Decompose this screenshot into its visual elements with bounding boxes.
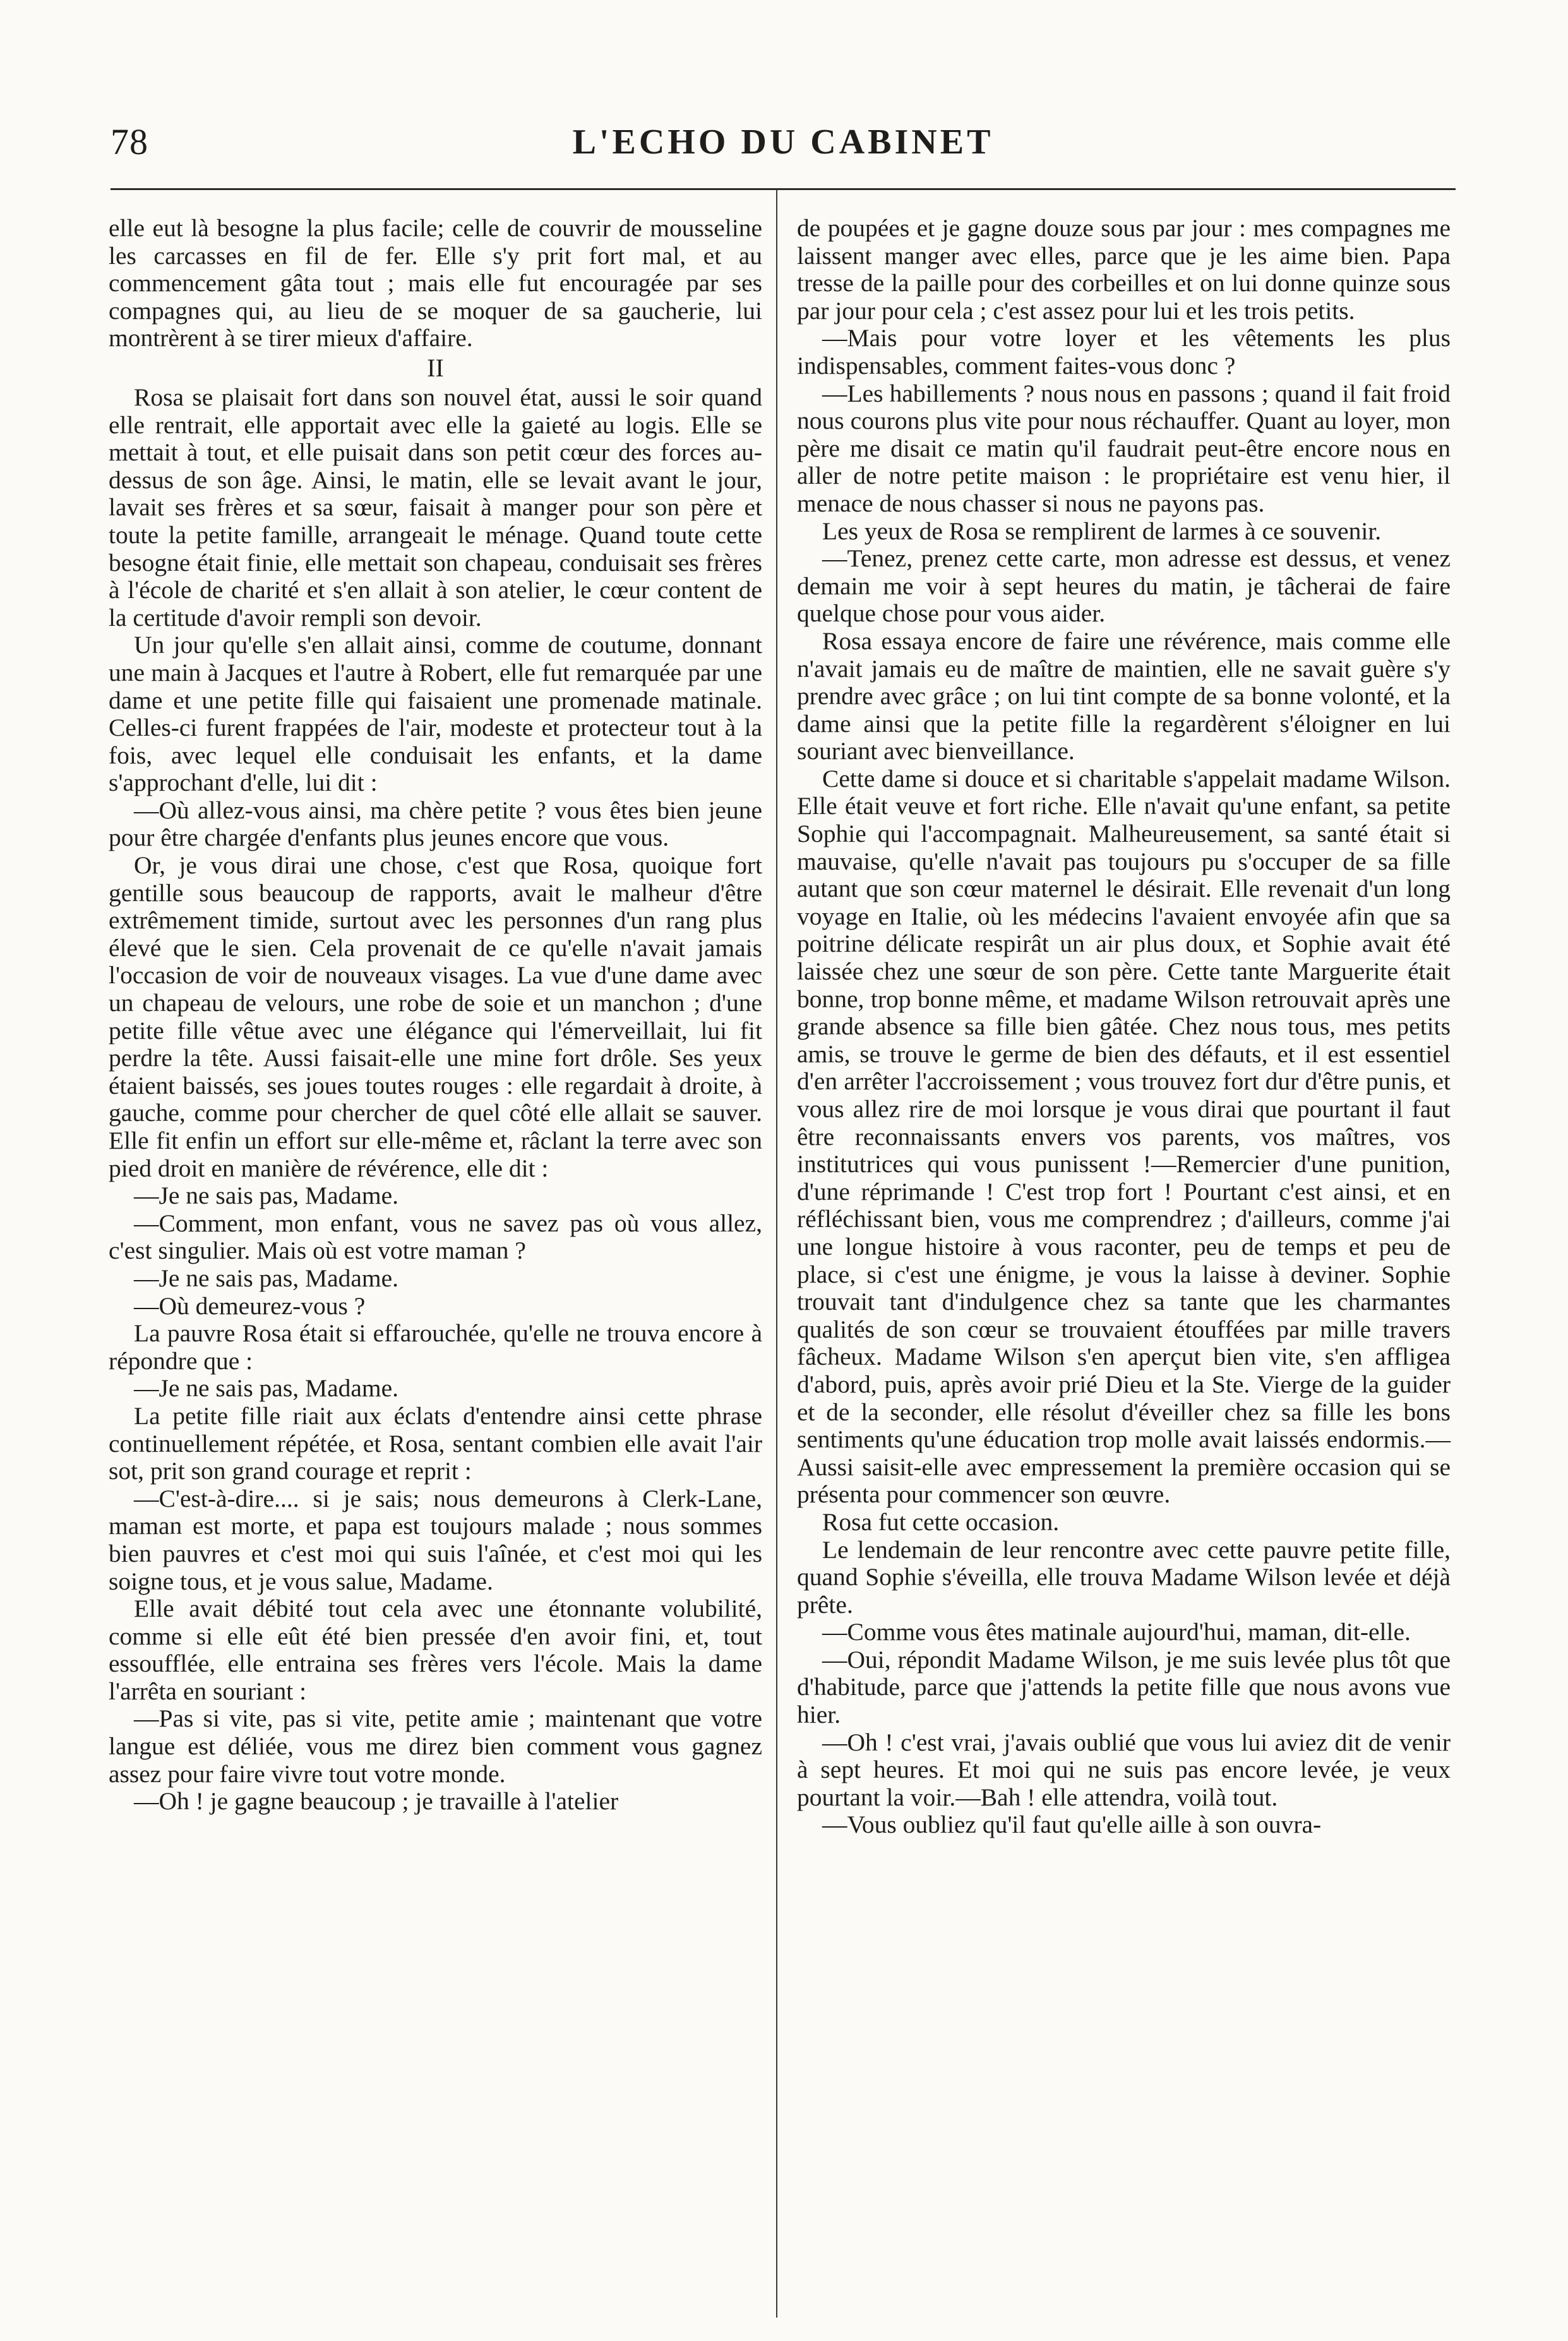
paragraph: —Je ne sais pas, Madame.	[134, 1264, 399, 1292]
paragraph: —Où demeurez-vous ?	[134, 1291, 366, 1320]
paragraph: —Je ne sais pas, Madame.	[134, 1374, 399, 1403]
paragraph: Un jour qu'elle s'en allait ainsi, comme de coutume, donnant une main à Jacques et l'autre à Robert, elle fut remarquée par une dame et une petite fille qui faisaient une promenade matinale. Celles-ci furent frappées de l'air, modeste et protecteur tout à la fois, avec lequel elle conduisait les enfants, et la dame s'approchant d'elle, lui dit :	[109, 631, 762, 797]
right-column	[797, 215, 1451, 1839]
paragraph: Or, je vous dirai une chose, c'est que Rosa, quoique fort gentille sous beaucoup de rapports, avait le malheur d'être extrêmement timide, surtout avec les personnes d'un rang plus élevé que le sien. Cela provenait de ce qu'elle n'avait jamais l'occasion de voir de nouveaux visages. La vue d'une dame avec un chapeau de velours, une robe de soie et un manchon ; d'une petite fille vêtue avec une élégance qui l'émerveillait, lui fit perdre la tête. Aussi faisait-elle une mine fort drôle. Ses yeux étaient baissés, ses joues toutes rouges : elle regardait à droite, à gauche, comme pour chercher de quel côté elle allait se sauver. Elle fit enfin un effort sur elle-même et, râclant la terre avec son pied droit en manière de révérence, elle dit :	[109, 851, 762, 1182]
paragraph: Les yeux de Rosa se remplirent de larmes à ce souvenir.	[822, 517, 1382, 545]
column-divider	[776, 189, 777, 2318]
paragraph: de poupées et je gagne douze sous par jour : mes compagnes me laissent manger avec elles, parce que je les aime bien. Papa tresse de la paille pour des corbeilles et on lui donne quinze sous par jour pour cela ; c'est assez pour lui et les trois petits.	[797, 214, 1451, 325]
section-number: II	[427, 353, 444, 382]
paragraph: —Oh ! je gagne beaucoup ; je travaille à l'atelier	[134, 1787, 619, 1816]
paragraph: Rosa se plaisait fort dans son nouvel état, aussi le soir quand elle rentrait, elle apportait avec elle la gaieté au logis. Elle se mettait à tout, et elle puisait dans son petit cœur des forces au-dessus de son âge. Ainsi, le matin, elle se levait avant le jour, lavait ses frères et sa sœur, faisait à manger pour son père et toute la petite famille, arrangeait le ménage. Quand toute cette besogne était finie, elle mettait son chapeau, conduisait ses frères à l'école de charité et s'en allait à son atelier, le cœur content de la certitude d'avoir rempli son devoir.	[109, 383, 762, 632]
paragraph: —C'est-à-dire.... si je sais; nous demeurons à Clerk-Lane, maman est morte, et papa est toujours malade ; nous sommes bien pauvres et c'est moi qui suis l'aînée, et c'est moi qui les soigne tous, et je vous salue, Madame.	[109, 1484, 762, 1595]
journal-title: L'ECHO DU CABINET	[572, 123, 994, 162]
header-rule	[111, 188, 1456, 190]
paragraph: Elle avait débité tout cela avec une étonnante volubilité, comme si elle eût été bien pressée d'en avoir fini, et, tout essoufflée, elle entraina ses frères vers l'école. Mais la dame l'arrêta en souriant :	[109, 1595, 762, 1705]
page-number: 78	[111, 121, 148, 162]
paragraph: Le lendemain de leur rencontre avec cette pauvre petite fille, quand Sophie s'éveilla, elle trouva Madame Wilson levée et déjà prête.	[797, 1535, 1451, 1619]
paragraph: —Oui, répondit Madame Wilson, je me suis levée plus tôt que d'habitude, parce que j'attends la petite fille que nous avons vue hier.	[797, 1645, 1451, 1729]
paragraph: —Pas si vite, pas si vite, petite amie ; maintenant que votre langue est déliée, vous me direz bien comment vous gagnez assez pour faire vivre tout votre monde.	[109, 1704, 762, 1788]
paragraph: —Où allez-vous ainsi, ma chère petite ? vous êtes bien jeune pour être chargée d'enfants plus jeunes encore que vous.	[109, 796, 762, 852]
paragraph: —Comment, mon enfant, vous ne savez pas où vous allez, c'est singulier. Mais où est votre maman ?	[109, 1209, 762, 1265]
paragraph: —Comme vous êtes matinale aujourd'hui, maman, dit-elle.	[822, 1618, 1411, 1646]
paragraph: La petite fille riait aux éclats d'entendre ainsi cette phrase continuellement répétée, et Rosa, sentant combien elle avait l'air sot, prit son grand courage et reprit :	[109, 1401, 762, 1485]
paragraph: —Les habillements ? nous nous en passons ; quand il fait froid nous courons plus vite pour nous réchauffer. Quant au loyer, mon père me disait ce matin qu'il faudrait peut-être encore nous en aller de notre petite maison : le propriétaire est venu hier, il menace de nous chasser si nous ne payons pas.	[797, 379, 1451, 517]
paragraph: —Tenez, prenez cette carte, mon adresse est dessus, et venez demain me voir à sept heures du matin, je tâcherai de faire quelque chose pour vous aider.	[797, 544, 1451, 628]
paragraph: —Oh ! c'est vrai, j'avais oublié que vous lui aviez dit de venir à sept heures. Et moi qui ne suis pas encore levée, je veux pourtant la voir.—Bah ! elle attendra, voilà tout.	[797, 1728, 1451, 1811]
paragraph: Rosa fut cette occasion.	[822, 1507, 1060, 1536]
paragraph: —Mais pour votre loyer et les vêtements les plus indispensables, comment faites-vous donc ?	[797, 324, 1451, 380]
paragraph: —Je ne sais pas, Madame.	[134, 1182, 399, 1210]
left-column	[109, 215, 762, 1816]
paragraph: Rosa essaya encore de faire une révérence, mais comme elle n'avait jamais eu de maître de maintien, elle ne savait guère s'y prendre avec grâce ; on lui tint compte de sa bonne volonté, et la dame ainsi que la petite fille la regardèrent s'éloigner en lui souriant avec bienveillance.	[797, 626, 1451, 765]
paragraph: —Vous oubliez qu'il faut qu'elle aille à son ouvra-	[822, 1811, 1322, 1839]
running-head	[111, 117, 1456, 167]
paragraph: Cette dame si douce et si charitable s'appelait madame Wilson. Elle était veuve et fort riche. Elle n'avait qu'une enfant, sa petite Sophie qui l'accompagnait. Malheureusement, sa santé était si mauvaise, qu'elle n'avait pas toujours pu s'occuper de sa fille autant que son cœur maternel le désirait. Elle revenait d'un long voyage en Italie, où les médecins l'avaient envoyée afin que sa poitrine délicate respirât un air plus doux, et Sophie avait été laissée chez une sœur de son père. Cette tante Marguerite était bonne, trop bonne même, et madame Wilson retrouvait après une grande absence sa fille bien gâtée. Chez nous tous, mes petits amis, se trouve le germe de bien des défauts, et il est essentiel d'en arrêter l'accroissement ; vous trouvez fort dur d'être punis, et vous allez rire de moi lorsque je vous dirai que pourtant il faut être reconnaissants envers vos parents, vos maîtres, vos institutrices qui vous punissent !—Remercier d'une punition, d'une réprimande ! C'est trop fort ! Pourtant c'est ainsi, et en réfléchissant bien, vous me comprendrez ; d'ailleurs, comme j'ai une longue histoire à vous raconter, peu de temps et peu de place, si c'est une énigme, je vous la laisse à deviner. Sophie trouvait tant d'indulgence chez sa tante que les charmantes qualités de son cœur se trouvaient étouffées par mille travers fâcheux. Madame Wilson s'en aperçut bien vite, s'en affligea d'abord, puis, après avoir prié Dieu et la Ste. Vierge de la guider et de la seconder, elle résolut d'éveiller chez sa fille les bons sentiments qu'une éducation trop molle avait laissés endormis.—Aussi saisit-elle avec empressement la première occasion qui se présenta pour commencer son œuvre.	[797, 764, 1451, 1509]
paragraph: La pauvre Rosa était si effarouchée, qu'elle ne trouva encore à répondre que :	[109, 1319, 762, 1375]
paragraph: elle eut là besogne la plus facile; celle de couvrir de mousseline les carcasses en fil de fer. Elle s'y prit fort mal, et au commencement gâta tout ; mais elle fut encouragée par ses compagnes qui, au lieu de se moquer de sa gaucherie, lui montrèrent à se tirer mieux d'affaire.	[109, 214, 762, 352]
